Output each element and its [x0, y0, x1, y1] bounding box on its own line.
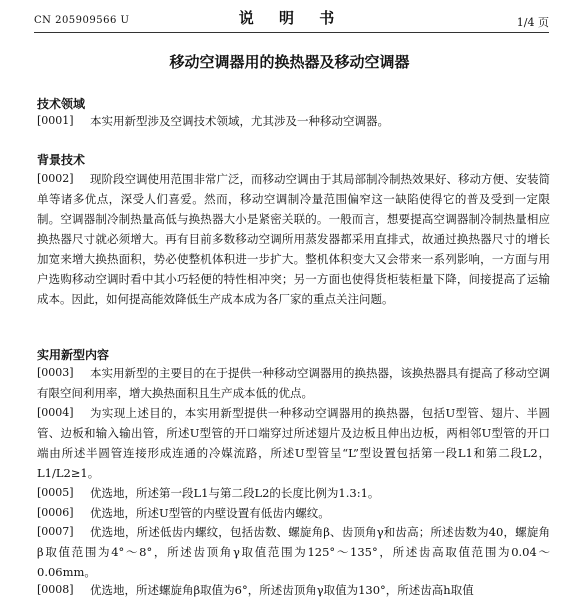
paragraph-text: 本实用新型的主要目的在于提供一种移动空调器用的换热器，该换热器具有提高了移动空调有限空间利用率，增大换热面积且生产成本低的优点。 — [37, 366, 550, 400]
paragraph-text: 现阶段空调使用范围非常广泛，而移动空调由于其局部制冷制热效果好、移动方便、安装简单等诸多优点，深受人们喜爱。然而，移动空调制冷量范围偏窄这一缺陷使得它的普及受到一定限制。空调器制冷制热量高低与换热器大小是紧密关联的。一般而言，想要提高空调器制冷制热量相应换热器尺寸就必须增大。再有目前多数移动空调所用蒸发器都采用直排式，故通过换热器尺寸的增长加宽来增大换热面积，势必使整机体积进一步扩大。整机体积变大又会带来一系列影响，一方面与用户选购移动空调时看中其小巧轻便的特性相冲突；另一方面也使得货柜装柜量下降，间接提高了运输成本。因此，如何提高能效降低生产成本成为各厂家的重点关注问题。 — [37, 172, 550, 306]
paragraph-0005 — [37, 483, 550, 503]
publication-number: CN 205909566 U — [34, 15, 130, 26]
paragraph-number: [0004] — [37, 406, 74, 419]
paragraph-text: 优选地，所述第一段L1与第二段L2的长度比例为1.3:1。 — [90, 486, 380, 500]
paragraph-0003 — [37, 363, 550, 403]
paragraph-number: [0006] — [37, 506, 74, 519]
section-heading-field: 技术领域 — [37, 97, 86, 111]
paragraph-number: [0008] — [37, 583, 74, 596]
paragraph-0006 — [37, 503, 550, 523]
page-number: 1/4 页 — [516, 16, 549, 29]
paragraph-number: [0001] — [37, 114, 74, 127]
page-header — [34, 6, 549, 32]
paragraph-0002 — [37, 169, 550, 309]
paragraph-0001 — [37, 111, 550, 131]
paragraph-text: 优选地，所述U型管的内壁设置有低齿内螺纹。 — [90, 506, 330, 520]
paragraph-0007 — [37, 522, 550, 582]
paragraph-number: [0003] — [37, 366, 74, 379]
document-title: 移动空调器用的换热器及移动空调器 — [169, 53, 410, 71]
section-heading-background: 背景技术 — [37, 153, 86, 167]
paragraph-0004 — [37, 403, 550, 483]
paragraph-text: 优选地，所述低齿内螺纹，包括齿数、螺旋角β、齿顶角γ和齿高；所述齿数为40，螺旋角β取值范围为4°～8°，所述齿顶角γ取值范围为125°～135°，所述齿高取值范围为0.04～0.06mm。 — [37, 525, 550, 579]
paragraph-text: 本实用新型涉及空调技术领域，尤其涉及一种移动空调器。 — [90, 114, 389, 128]
header-rule — [34, 32, 549, 33]
section-heading-content: 实用新型内容 — [37, 348, 110, 362]
paragraph-number: [0002] — [37, 172, 74, 185]
paragraph-number: [0007] — [37, 525, 74, 538]
paragraph-0008 — [37, 580, 550, 600]
paragraph-text: 为实现上述目的，本实用新型提供一种移动空调器用的换热器，包括U型管、翅片、半圆管、边板和输入输出管，所述U型管的开口端穿过所述翅片及边板且伸出边板，两相邻U型管的开口端由所述半圆管连接形成连通的冷媒流路，所述U型管呈“L”型设置包括第一段L1和第二段L2，L1/L2≥1。 — [37, 406, 550, 480]
document-type: 说 明 书 — [238, 9, 345, 27]
paragraph-number: [0005] — [37, 486, 74, 499]
paragraph-text: 优选地，所述螺旋角β取值为6°，所述齿顶角γ取值为130°，所述齿高h取值 — [90, 583, 474, 597]
